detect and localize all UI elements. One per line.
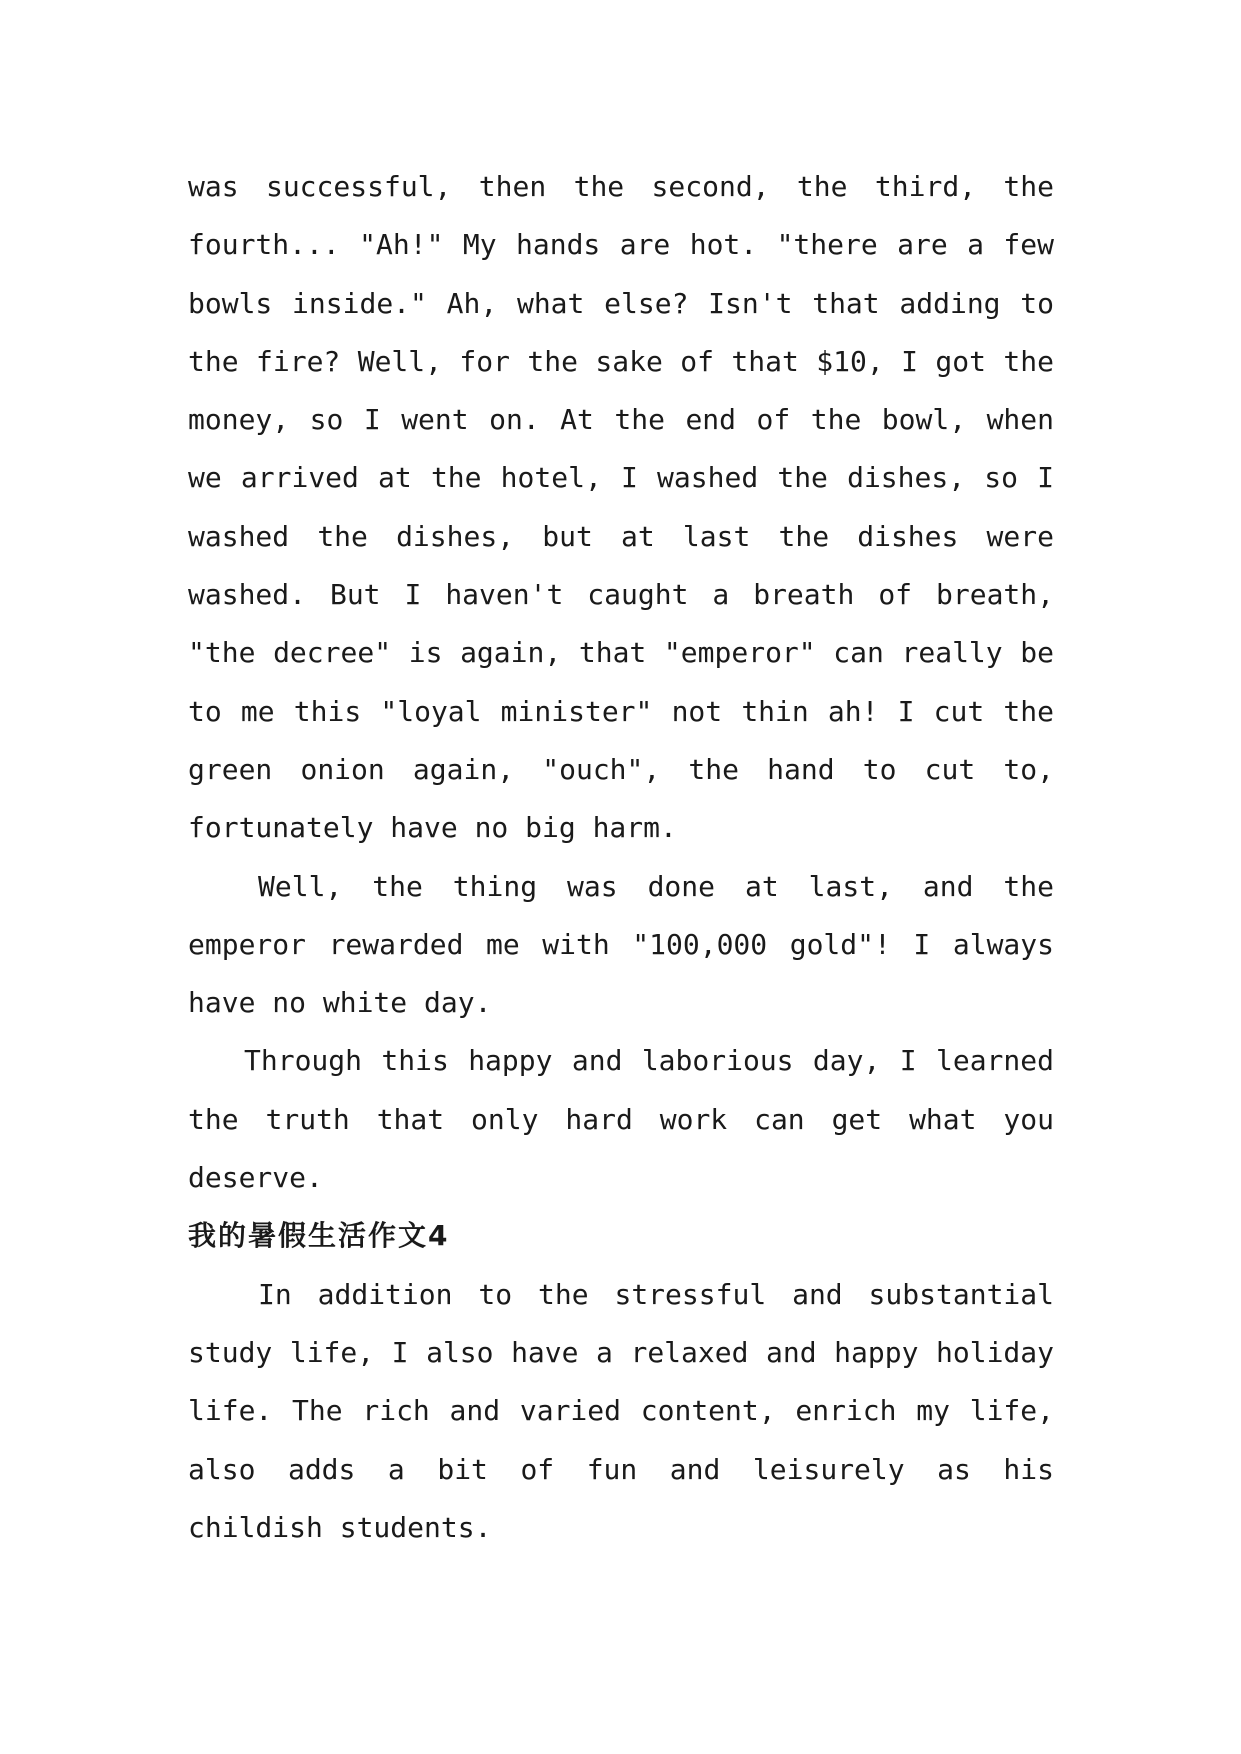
paragraph-conclusion: Through this happy and laborious day, I learned the truth that only hard work can get what you deserve. (188, 1044, 1054, 1195)
section-heading: 我的暑假生活作文4 (188, 1219, 450, 1253)
document-body (188, 158, 1054, 1557)
paragraph-holiday-life: In addition to the stressful and substantial study life, I also have a relaxed and happy holiday life. The rich and varied content, enrich my life, also adds a bit of fun and leisurely as his childish students. (188, 1277, 1054, 1544)
paragraph-continuation: was successful, then the second, the third, the fourth... "Ah!" My hands are hot. "there are a few bowls inside." Ah, what else? Isn't that adding to the fire? Well, for the sake of that $10, I got the money, so I went on. At the end of the bowl, when we arrived at the hotel, I washed the dishes, so I washed the dishes, but at last the dishes were washed. But I haven't caught a breath of breath, "the decree" is again, that "emperor" can really be to me this "loyal minister" not thin ah! I cut the green onion again, "ouch", the hand to cut to, fortunately have no big harm. (188, 170, 1054, 845)
paragraph-emperor-reward: Well, the thing was done at last, and the emperor rewarded me with "100,000 gold"! I always have no white day. (188, 869, 1054, 1020)
